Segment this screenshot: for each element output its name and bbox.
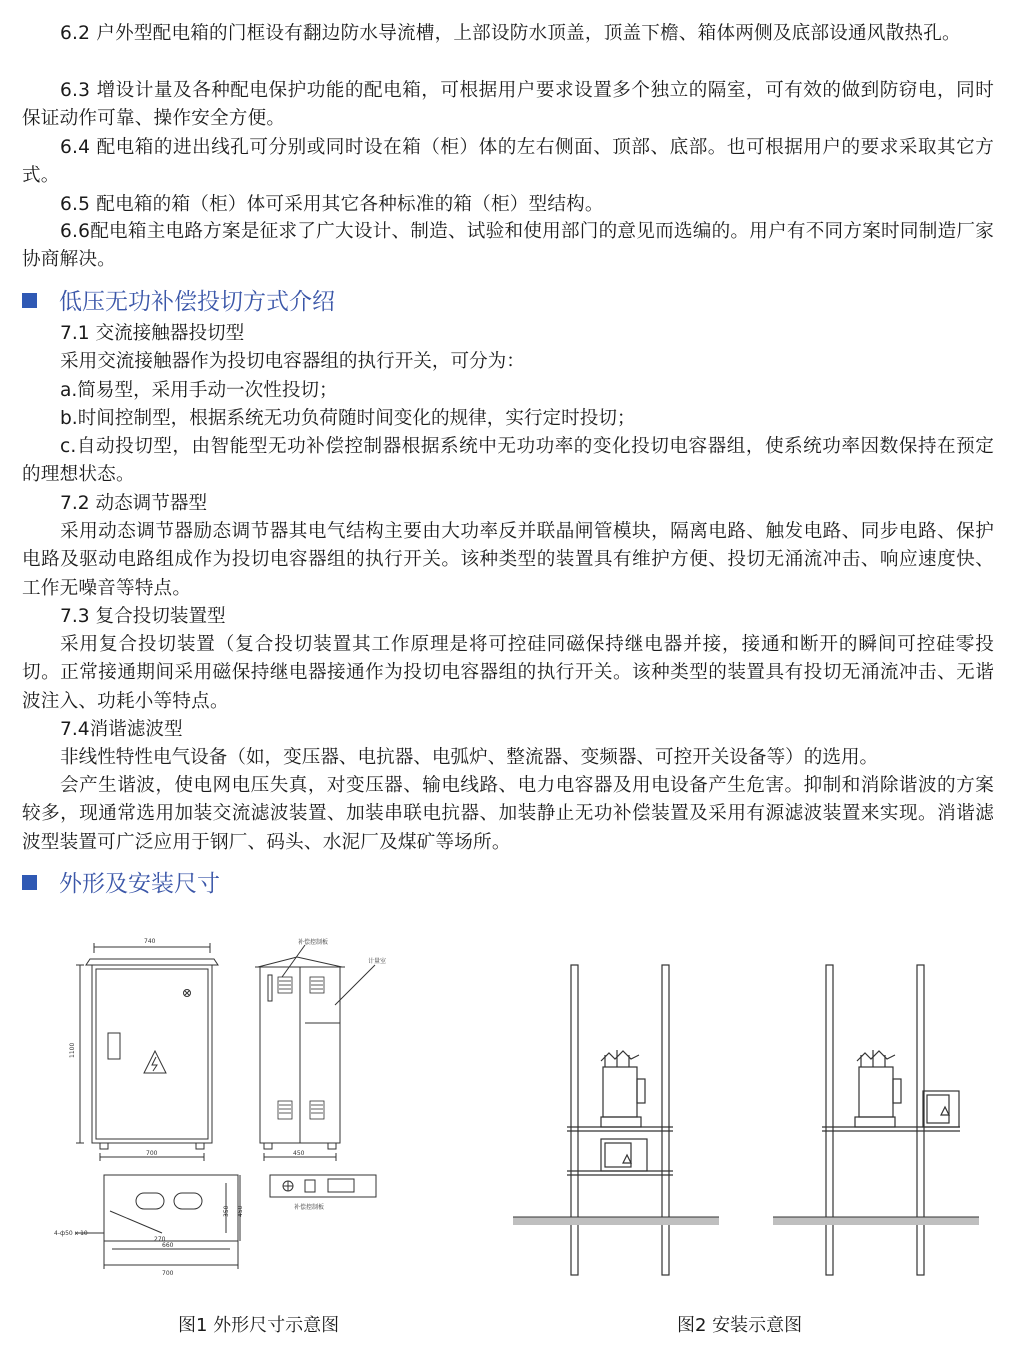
figure1-caption: 图1 外形尺寸示意图 <box>178 1315 340 1336</box>
control-panel-plate <box>270 1175 376 1197</box>
heading-7-2: 7.2 动态调节器型 <box>60 493 208 514</box>
cabinet-base-plan <box>75 1175 240 1269</box>
paragraph-7-4a: 非线性特性电气设备（如，变压器、电抗器、电弧炉、整流器、变频器、可控开关设备等）的选用。 <box>60 747 879 768</box>
paragraph-6-3: 6.3 增设计量及各种配电保护功能的配电箱，可根据用户要求设置多个独立的隔室，可有效的做到防窃电，同时保证动作可靠、操作安全方便。 <box>22 80 994 130</box>
install-pole-mounted-below <box>567 965 673 1275</box>
paragraph-6-6: 6.6配电箱主电路方案是征求了广大设计、制造、试验和使用部门的意见而选编的。用户有不同方案时同制造厂家协商解决。 <box>22 221 994 271</box>
paragraph-6-4: 6.4 配电箱的进出线孔可分别或同时设在箱（柜）体的左右侧面、顶部、底部。也可根据用户的要求采取其它方式。 <box>22 137 994 187</box>
dim-base-w2-label: 700 <box>162 1270 174 1277</box>
figure2-drawing <box>505 955 985 1280</box>
cabinet-side-view <box>255 945 375 1161</box>
ground-line-2 <box>773 1217 979 1225</box>
paragraph-6-2: 6.2 户外型配电箱的门框设有翻边防水导流槽，上部设防水顶盖，顶盖下檐、箱体两侧及底部设通风散热孔。 <box>60 23 961 44</box>
item-a: a.简易型，采用手动一次性投切； <box>60 380 338 401</box>
ground-line-1 <box>513 1217 719 1225</box>
paragraph-7-4b: 会产生谐波，使电网电压失真，对变压器、输电线路、电力电容器及用电设备产生危害。抑制和消除谐波的方案较多，现通常选用加装交流滤波装置、加装串联电抗器、加装静止无功补偿装置及采用有源滤波装置来实现。消谐滤波型装置可广泛应用于钢厂、码头、水泥厂及煤矿等场所。 <box>22 775 994 853</box>
dim-base-hole-label: 4-ф50 x 10 <box>54 1230 88 1237</box>
dim-base-w1-label: 660 <box>162 1242 174 1249</box>
paragraph-7-2: 采用动态调节器励态调节器其电气结构主要由大功率反并联晶闸管模块，隔离电路、触发电路、同步电路、保护电路及驱动电路组成作为投切电容器组的执行开关。该种类型的装置具有维护方便、投切无涌流冲击、响应速度快、工作无噪音等特点。 <box>22 521 994 599</box>
item-c: c.自动投切型，由智能型无功补偿控制器根据系统中无功功率的变化投切电容器组，使系统功率因数保持在预定的理想状态。 <box>22 436 994 486</box>
section-heading-7: 低压无功补偿投切方式介绍 <box>22 286 335 318</box>
install-pole-mounted-side <box>822 965 960 1275</box>
heading-7-3: 7.3 复合投切装置型 <box>60 606 226 627</box>
label-panel-bottom: 补偿控制板 <box>294 1204 325 1211</box>
dim-base-r-label: 270 <box>154 1236 166 1243</box>
figure2-caption: 图2 安装示意图 <box>677 1315 803 1336</box>
dim-base-h2-label: 450 <box>237 1205 244 1217</box>
paragraph-7-1: 采用交流接触器作为投切电容器组的执行开关，可分为： <box>60 351 525 372</box>
paragraph-7-3: 采用复合投切装置（复合投切装置其工作原理是将可控硅同磁保持继电器并接，接通和断开的瞬间可控硅零投切。正常接通期间采用磁保持继电器接通作为投切电容器组的执行开关。该种类型的装置具有投切无涌流冲击、无谐波注入、功耗小等特点。 <box>22 634 994 712</box>
label-meter-room: 计量室 <box>368 958 387 965</box>
figure1-drawing <box>50 935 440 1285</box>
dim-base-h1-label: 350 <box>223 1205 230 1217</box>
heading-7-1: 7.1 交流接触器投切型 <box>60 323 245 344</box>
dim-top-label: 740 <box>144 938 156 945</box>
section-bullet-icon <box>22 875 37 890</box>
section-heading-8: 外形及安装尺寸 <box>22 868 220 900</box>
item-b: b.时间控制型，根据系统无功负荷随时间变化的规律，实行定时投切； <box>60 408 636 429</box>
heading-7-4: 7.4消谐滤波型 <box>60 719 183 740</box>
paragraph-6-5: 6.5 配电箱的箱（柜）体可采用其它各种标准的箱（柜）型结构。 <box>60 194 604 215</box>
label-compensation-panel: 补偿控制板 <box>298 939 329 946</box>
cabinet-front-view <box>76 943 218 1161</box>
dim-side-label: 450 <box>293 1150 305 1157</box>
dim-bottom-label: 700 <box>146 1150 158 1157</box>
section-bullet-icon <box>22 293 37 308</box>
dim-height-label: 1100 <box>69 1042 76 1058</box>
